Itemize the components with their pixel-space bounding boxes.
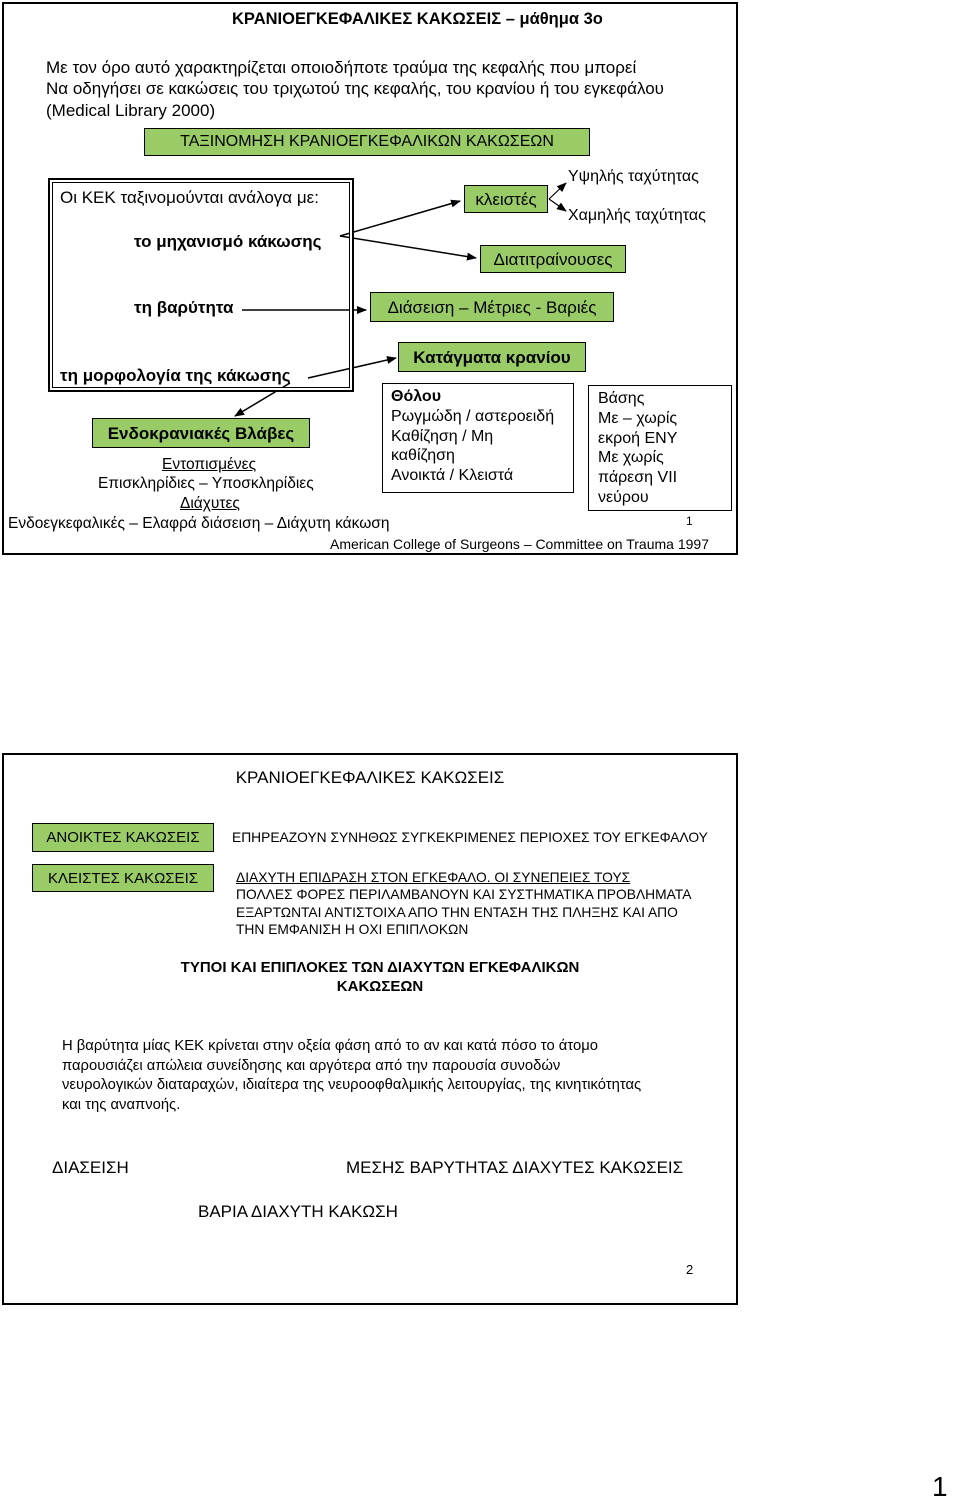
slide-title: ΚΡΑΝΙΟΕΓΚΕΦΑΛΙΚΕΣ ΚΑΚΩΣΕΙΣ <box>235 768 505 787</box>
base-fractures-box <box>588 385 732 511</box>
intro-line: (Medical Library 2000) <box>46 101 216 120</box>
base-line: Με χωρίς <box>598 449 664 467</box>
slide-number: 1 <box>686 514 693 528</box>
high-velocity-label: Υψηλής ταχύτητας <box>568 168 699 185</box>
section-heading <box>100 958 660 996</box>
vault-fractures-box <box>382 383 574 493</box>
slide-title: ΚΡΑΝΙΟΕΓΚΕΦΑΛΙΚΕΣ ΚΑΚΩΣΕΙΣ – μάθημα 3ο <box>232 10 603 28</box>
base-line: νεύρου <box>598 488 649 506</box>
vault-title: Θόλου <box>391 388 442 405</box>
open-injuries-description: ΕΠΗΡΕΑΖΟΥΝ ΣΥΝΗΘΩΣ ΣΥΓΚΕΚΡΙΜΕΝΕΣ ΠΕΡΙΟΧΕΣ ΤΟΥ ΕΓΚΕΦΑΛΟΥ <box>232 830 708 845</box>
focal-lesions-types: Επισκληρίδιες – Υποσκληρίδιες <box>98 475 314 492</box>
penetrating-injuries-box: Διατιτραίνουσες <box>480 245 626 273</box>
slide-1 <box>2 2 738 555</box>
type-concussion: ΔΙΑΣΕΙΣΗ <box>52 1158 129 1177</box>
focal-lesions-label: Εντοπισμένες <box>162 456 257 473</box>
vault-line: Καθίζηση / Μη <box>391 427 494 445</box>
arrow-closed-to-low-velocity <box>549 199 566 211</box>
criterion-morphology: τη μορφολογία της κάκωσης <box>60 366 291 385</box>
base-line: εκροή ΕΝΥ <box>598 429 678 447</box>
classification-header: ΤΑΞΙΝΟΜΗΣΗ ΚΡΑΝΙΟΕΓΚΕΦΑΛΙΚΩΝ ΚΑΚΩΣΕΩΝ <box>144 128 590 156</box>
description-line: ΕΞΑΡΤΩΝΤΑΙ ΑΝΤΙΣΤΟΙΧΑ ΑΠΟ ΤΗΝ ΕΝΤΑΣΗ ΤΗΣ ΠΛΗΞΗΣ ΚΑΙ ΑΠΟ <box>236 904 678 920</box>
intracranial-lesions-box: Ενδοκρανιακές Βλάβες <box>92 418 310 448</box>
type-severe-diffuse: ΒΑΡΙΑ ΔΙΑΧΥΤΗ ΚΑΚΩΣΗ <box>198 1202 398 1221</box>
closed-injuries-box: ΚΛΕΙΣΤΕΣ ΚΑΚΩΣΕΙΣ <box>32 864 214 892</box>
intro-line: Να οδηγήσει σε κακώσεις του τριχωτού της κεφαλής, του κρανίου ή του εγκεφάλου <box>46 79 664 98</box>
diffuse-lesions-types: Ενδοεγκεφαλικές – Ελαφρά διάσειση – Διάχυτη κάκωση <box>8 515 390 532</box>
page-number: 1 <box>932 1471 948 1502</box>
base-line: Με – χωρίς <box>598 409 678 427</box>
description-line: ΠΟΛΛΕΣ ΦΟΡΕΣ ΠΕΡΙΛΑΜΒΑΝΟΥΝ ΚΑΙ ΣΥΣΤΗΜΑΤΙΚΑ ΠΡΟΒΛΗΜΑΤΑ <box>236 887 692 903</box>
heading-line: ΤΥΠΟΙ ΚΑΙ ΕΠΙΠΛΟΚΕΣ ΤΩΝ ΔΙΑΧΥΤΩΝ ΕΓΚΕΦΑΛΙΚΩΝ <box>180 959 580 976</box>
arrow-mechanism-to-closed <box>340 201 460 236</box>
criteria-box <box>48 178 354 392</box>
criterion-severity: τη βαρύτητα <box>134 298 234 317</box>
arrow-closed-to-high-velocity <box>549 183 566 199</box>
description-line: ΤΗΝ ΕΜΦΑΝΙΣΗ Η ΟΧΙ ΕΠΙΠΛΟΚΩΝ <box>236 921 469 937</box>
slide-number: 2 <box>686 1262 694 1277</box>
closed-injuries-box: κλειστές <box>464 185 548 213</box>
criteria-intro: Οι ΚΕΚ ταξινομούνται ανάλογα με: <box>60 188 319 207</box>
open-injuries-box: ΑΝΟΙΚΤΕΣ ΚΑΚΩΣΕΙΣ <box>32 823 214 852</box>
description-line: ΔΙΑΧΥΤΗ ΕΠΙΔΡΑΣΗ ΣΤΟΝ ΕΓΚΕΦΑΛΟ. ΟΙ ΣΥΝΕΠΕΙΕΣ ΤΟΥΣ <box>236 870 631 885</box>
slide-2 <box>2 753 738 1305</box>
closed-injuries-description <box>236 869 691 938</box>
vault-line: Ρωγμώδη / αστεροειδή <box>391 407 555 425</box>
severity-grades-box: Διάσειση – Μέτριες - Βαριές <box>370 292 614 322</box>
arrow-mechanism-to-penetrating <box>340 236 476 258</box>
paragraph-line: και της αναπνοής. <box>62 1097 181 1114</box>
low-velocity-label: Χαμηλής ταχύτητας <box>568 207 706 224</box>
criterion-mechanism: το μηχανισμό κάκωσης <box>134 232 322 251</box>
vault-line: Ανοικτά / Κλειστά <box>391 467 514 485</box>
type-moderate-diffuse: ΜΕΣΗΣ ΒΑΡΥΤΗΤΑΣ ΔΙΑΧΥΤΕΣ ΚΑΚΩΣΕΙΣ <box>346 1158 684 1177</box>
base-line: πάρεση VII <box>598 469 678 487</box>
intro-line: Με τον όρο αυτό χαρακτηρίζεται οποιοδήποτε τραύμα της κεφαλής που μπορεί <box>46 58 637 77</box>
severity-paragraph <box>62 1037 641 1116</box>
base-line: Βάσης <box>598 390 645 407</box>
heading-line: ΚΑΚΩΣΕΩΝ <box>336 978 424 995</box>
vault-line: καθίζηση <box>391 447 455 465</box>
skull-fractures-box: Κατάγματα κρανίου <box>398 342 586 372</box>
paragraph-line: νευρολογικών διαταραχών, ιδιαίτερα της νευροοφθαλμικής λειτουργίας, της κινητικότητας <box>62 1077 642 1094</box>
paragraph-line: παρουσιάζει απώλεια συνείδησης και αργότερα από την παρουσία συνοδών <box>62 1057 561 1074</box>
diffuse-lesions-label: Διάχυτες <box>180 495 240 512</box>
source-citation: American College of Surgeons – Committee on Trauma 1997 <box>330 536 709 552</box>
paragraph-line: Η βαρύτητα μίας ΚΕΚ κρίνεται στην οξεία φάση από το αν και κατά πόσο το άτομο <box>62 1038 598 1054</box>
